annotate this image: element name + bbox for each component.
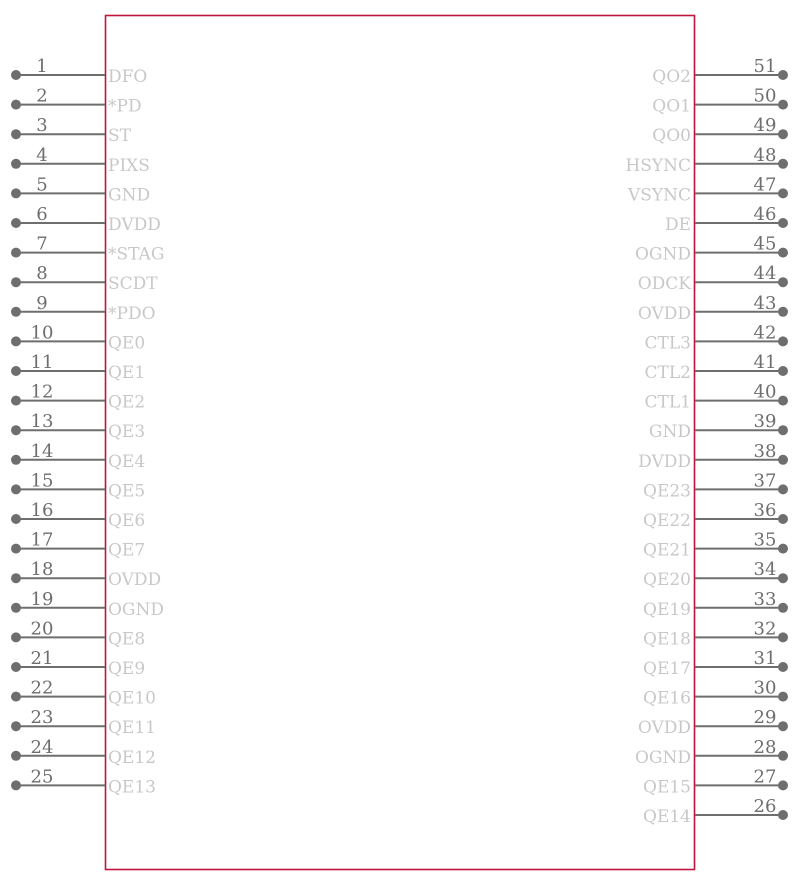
pin-name: GND: [108, 185, 151, 206]
pin-number: 15: [30, 470, 54, 492]
pin-endpoint-dot[interactable]: [11, 514, 21, 524]
pin-number: 33: [753, 588, 777, 610]
pin-name: QE6: [108, 511, 146, 531]
pin-name: DVDD: [108, 215, 161, 235]
pin-endpoint-dot[interactable]: [778, 248, 788, 258]
pin-number: 2: [36, 85, 48, 107]
pin-name: QE0: [108, 333, 146, 354]
pin-number: 27: [753, 766, 777, 788]
pin-endpoint-dot[interactable]: [11, 366, 21, 376]
pin-name: OGND: [634, 244, 691, 265]
pin-name: QO2: [652, 67, 691, 87]
pin-number: 29: [753, 707, 777, 729]
pin-endpoint-dot[interactable]: [778, 514, 788, 524]
pin-number: 24: [30, 736, 54, 758]
pin-number: 14: [30, 440, 54, 462]
pin-name: QE1: [108, 363, 146, 383]
pin-number: 6: [36, 204, 48, 225]
left-pin-group: [11, 56, 164, 797]
pin-endpoint-dot[interactable]: [11, 307, 21, 317]
pin-number: 23: [30, 707, 54, 729]
pin-number: 11: [30, 352, 54, 373]
pin-36: [643, 500, 788, 531]
pin-9: [11, 293, 156, 324]
pin-endpoint-dot[interactable]: [11, 544, 21, 554]
pin-number: 7: [36, 233, 48, 255]
pin-endpoint-dot[interactable]: [778, 425, 788, 435]
pin-endpoint-dot[interactable]: [778, 277, 788, 287]
pin-number: 21: [30, 648, 54, 669]
pin-endpoint-dot[interactable]: [11, 721, 21, 731]
pin-42: [645, 322, 788, 353]
pin-43: [638, 293, 788, 324]
pin-endpoint-dot[interactable]: [778, 692, 788, 702]
pin-name: ODCK: [637, 274, 691, 295]
pin-name: *PD: [108, 96, 142, 117]
pin-name: VSYNC: [627, 185, 691, 206]
pin-28: [635, 737, 788, 768]
pin-name: QE11: [108, 718, 156, 739]
pin-name: QE5: [108, 481, 146, 502]
pin-number: 40: [753, 381, 777, 403]
pin-endpoint-dot[interactable]: [778, 780, 788, 790]
pin-name: HSYNC: [625, 155, 691, 176]
pin-4: [11, 145, 150, 176]
pin-number: 39: [753, 411, 777, 433]
pin-number: 41: [753, 352, 777, 373]
pin-endpoint-dot[interactable]: [11, 248, 21, 258]
pin-number: 5: [36, 174, 48, 196]
pin-endpoint-dot[interactable]: [778, 662, 788, 672]
pin-15: [11, 470, 145, 501]
pin-number: 48: [753, 144, 777, 166]
pin-endpoint-dot[interactable]: [11, 70, 21, 80]
pin-6: [11, 204, 161, 235]
pin-number: 10: [30, 322, 54, 344]
pin-number: 35: [753, 529, 777, 551]
pin-number: 43: [753, 292, 777, 314]
pin-number: 9: [36, 292, 48, 314]
pin-endpoint-dot[interactable]: [11, 573, 21, 583]
pin-endpoint-dot[interactable]: [11, 277, 21, 287]
pin-38: [638, 441, 788, 472]
pin-47: [627, 174, 788, 205]
pin-endpoint-dot[interactable]: [11, 336, 21, 346]
pin-number: 47: [753, 174, 777, 196]
pin-name: QE8: [108, 629, 146, 650]
pin-name: OVDD: [637, 303, 691, 324]
pin-endpoint-dot[interactable]: [778, 810, 788, 820]
pin-name: QE10: [108, 688, 156, 709]
pin-name: QE17: [643, 659, 691, 679]
pin-34: [643, 559, 788, 590]
pin-endpoint-dot[interactable]: [778, 455, 788, 465]
pin-name: DVDD: [638, 451, 691, 472]
pin-endpoint-dot[interactable]: [778, 632, 788, 642]
pin-22: [11, 678, 156, 709]
pin-18: [11, 559, 161, 590]
pin-endpoint-dot[interactable]: [778, 603, 788, 613]
pin-39: [649, 411, 788, 442]
pin-endpoint-dot[interactable]: [11, 100, 21, 110]
pin-37: [643, 470, 788, 501]
pin-19: [11, 589, 164, 620]
pin-44: [638, 263, 788, 294]
pin-name: *STAG: [108, 244, 165, 265]
pin-number: 26: [753, 796, 777, 817]
pin-32: [643, 618, 788, 649]
pin-number: 16: [30, 500, 54, 521]
pin-endpoint-dot[interactable]: [11, 751, 21, 761]
pin-endpoint-dot[interactable]: [11, 455, 21, 465]
pin-endpoint-dot[interactable]: [11, 692, 21, 702]
pin-number: 3: [36, 115, 48, 137]
pin-33: [643, 589, 788, 620]
pin-number: 18: [30, 559, 54, 581]
pin-endpoint-dot[interactable]: [778, 188, 788, 198]
pin-name: QE13: [108, 777, 156, 798]
pin-endpoint-dot[interactable]: [778, 100, 788, 110]
pin-number: 44: [753, 263, 777, 285]
pin-number: 32: [753, 618, 777, 640]
pin-16: [11, 500, 145, 531]
pin-20: [11, 618, 145, 649]
pin-number: 34: [753, 559, 777, 581]
pin-endpoint-dot[interactable]: [11, 780, 21, 790]
pin-name: QE12: [108, 747, 156, 768]
pin-name: OGND: [108, 599, 165, 620]
pin-number: 38: [753, 440, 777, 462]
pin-number: 19: [30, 588, 54, 610]
pin-name: QE20: [643, 570, 691, 591]
pin-endpoint-dot[interactable]: [11, 603, 21, 613]
pin-17: [11, 530, 145, 561]
pin-number: 1: [36, 56, 48, 77]
pin-name: CTL1: [644, 392, 691, 413]
pin-name: QE23: [643, 481, 691, 502]
pin-name: *PDO: [108, 303, 156, 324]
pin-number: 13: [30, 411, 54, 433]
pin-endpoint-dot[interactable]: [778, 307, 788, 317]
pin-name: DFO: [108, 67, 148, 87]
pin-29: [638, 707, 788, 738]
pin-27: [643, 766, 788, 797]
pin-45: [635, 234, 788, 265]
pin-30: [643, 678, 788, 709]
pin-12: [11, 382, 145, 413]
pin-21: [11, 648, 145, 679]
pin-35: [643, 530, 788, 561]
right-pin-group: [625, 56, 788, 827]
pin-endpoint-dot[interactable]: [778, 544, 788, 554]
pin-endpoint-dot[interactable]: [11, 159, 21, 169]
pin-number: 25: [30, 766, 54, 788]
pin-name: QO0: [652, 126, 691, 147]
pin-number: 49: [753, 115, 777, 137]
pin-name: QE9: [108, 659, 146, 679]
pin-name: CTL3: [644, 333, 691, 354]
pin-number: 30: [753, 677, 777, 699]
pin-endpoint-dot[interactable]: [11, 129, 21, 139]
pin-number: 31: [753, 648, 777, 669]
pin-name: QE3: [108, 422, 146, 443]
pin-name: SCDT: [108, 274, 158, 295]
pin-23: [11, 707, 156, 738]
pin-name: QE2: [108, 392, 146, 413]
pin-14: [11, 441, 145, 472]
pin-26: [643, 796, 788, 827]
pin-11: [11, 352, 145, 383]
pin-endpoint-dot[interactable]: [778, 573, 788, 583]
pin-endpoint-dot[interactable]: [778, 129, 788, 139]
pin-endpoint-dot[interactable]: [778, 336, 788, 346]
pin-endpoint-dot[interactable]: [11, 218, 21, 228]
pin-name: QE21: [643, 540, 691, 561]
ic-body-outline: [106, 16, 695, 870]
pin-name: OVDD: [108, 570, 162, 591]
pin-endpoint-dot[interactable]: [778, 484, 788, 494]
pin-number: 17: [30, 529, 54, 551]
pin-41: [645, 352, 788, 383]
pin-name: QE18: [643, 629, 691, 650]
pin-number: 28: [753, 736, 777, 758]
pin-endpoint-dot[interactable]: [11, 396, 21, 406]
pin-number: 4: [36, 144, 48, 166]
pin-name: QE14: [643, 807, 691, 827]
pin-name: QE22: [643, 511, 691, 531]
pin-number: 51: [753, 56, 777, 77]
pin-name: GND: [648, 422, 691, 443]
pin-5: [11, 174, 150, 205]
pin-10: [11, 322, 145, 353]
pin-49: [652, 115, 788, 146]
pin-name: ST: [108, 126, 131, 147]
pin-number: 20: [30, 618, 54, 640]
pin-24: [11, 737, 156, 768]
pin-name: QE7: [108, 540, 146, 561]
pin-name: OVDD: [637, 718, 691, 739]
pin-48: [625, 145, 788, 176]
pin-endpoint-dot[interactable]: [11, 632, 21, 642]
pin-name: QO1: [652, 96, 691, 117]
pin-3: [11, 115, 132, 146]
pin-endpoint-dot[interactable]: [778, 70, 788, 80]
pin-number: 8: [36, 263, 48, 285]
pin-name: QE19: [643, 599, 691, 620]
pin-endpoint-dot[interactable]: [778, 396, 788, 406]
pin-name: OGND: [634, 747, 691, 768]
pin-number: 22: [30, 677, 54, 699]
pin-endpoint-dot[interactable]: [11, 188, 21, 198]
pin-51: [652, 56, 788, 87]
pin-number: 37: [753, 470, 777, 492]
pin-1: [11, 56, 147, 87]
pin-number: 46: [753, 204, 777, 225]
pin-13: [11, 411, 145, 442]
pin-50: [652, 86, 788, 117]
pin-endpoint-dot[interactable]: [778, 159, 788, 169]
pin-number: 12: [30, 381, 54, 403]
pin-endpoint-dot[interactable]: [778, 751, 788, 761]
pin-name: DE: [664, 215, 691, 235]
pin-8: [11, 263, 158, 294]
pin-2: [11, 86, 142, 117]
pin-40: [645, 382, 788, 413]
pin-name: QE16: [643, 688, 691, 709]
pin-number: 45: [753, 233, 777, 255]
pin-endpoint-dot[interactable]: [778, 721, 788, 731]
pin-31: [643, 648, 788, 679]
pin-7: [11, 234, 164, 265]
pin-endpoint-dot[interactable]: [11, 425, 21, 435]
pin-endpoint-dot[interactable]: [778, 218, 788, 228]
pin-name: PIXS: [108, 155, 150, 176]
pin-number: 36: [753, 500, 777, 521]
pin-name: QE4: [108, 451, 146, 472]
pin-name: QE15: [643, 777, 691, 798]
pin-number: 42: [753, 322, 777, 344]
pin-endpoint-dot[interactable]: [11, 662, 21, 672]
pin-46: [665, 204, 788, 235]
pin-name: CTL2: [644, 363, 691, 383]
pin-number: 50: [753, 85, 777, 107]
pin-endpoint-dot[interactable]: [778, 366, 788, 376]
pin-25: [11, 766, 156, 797]
pin-endpoint-dot[interactable]: [11, 484, 21, 494]
